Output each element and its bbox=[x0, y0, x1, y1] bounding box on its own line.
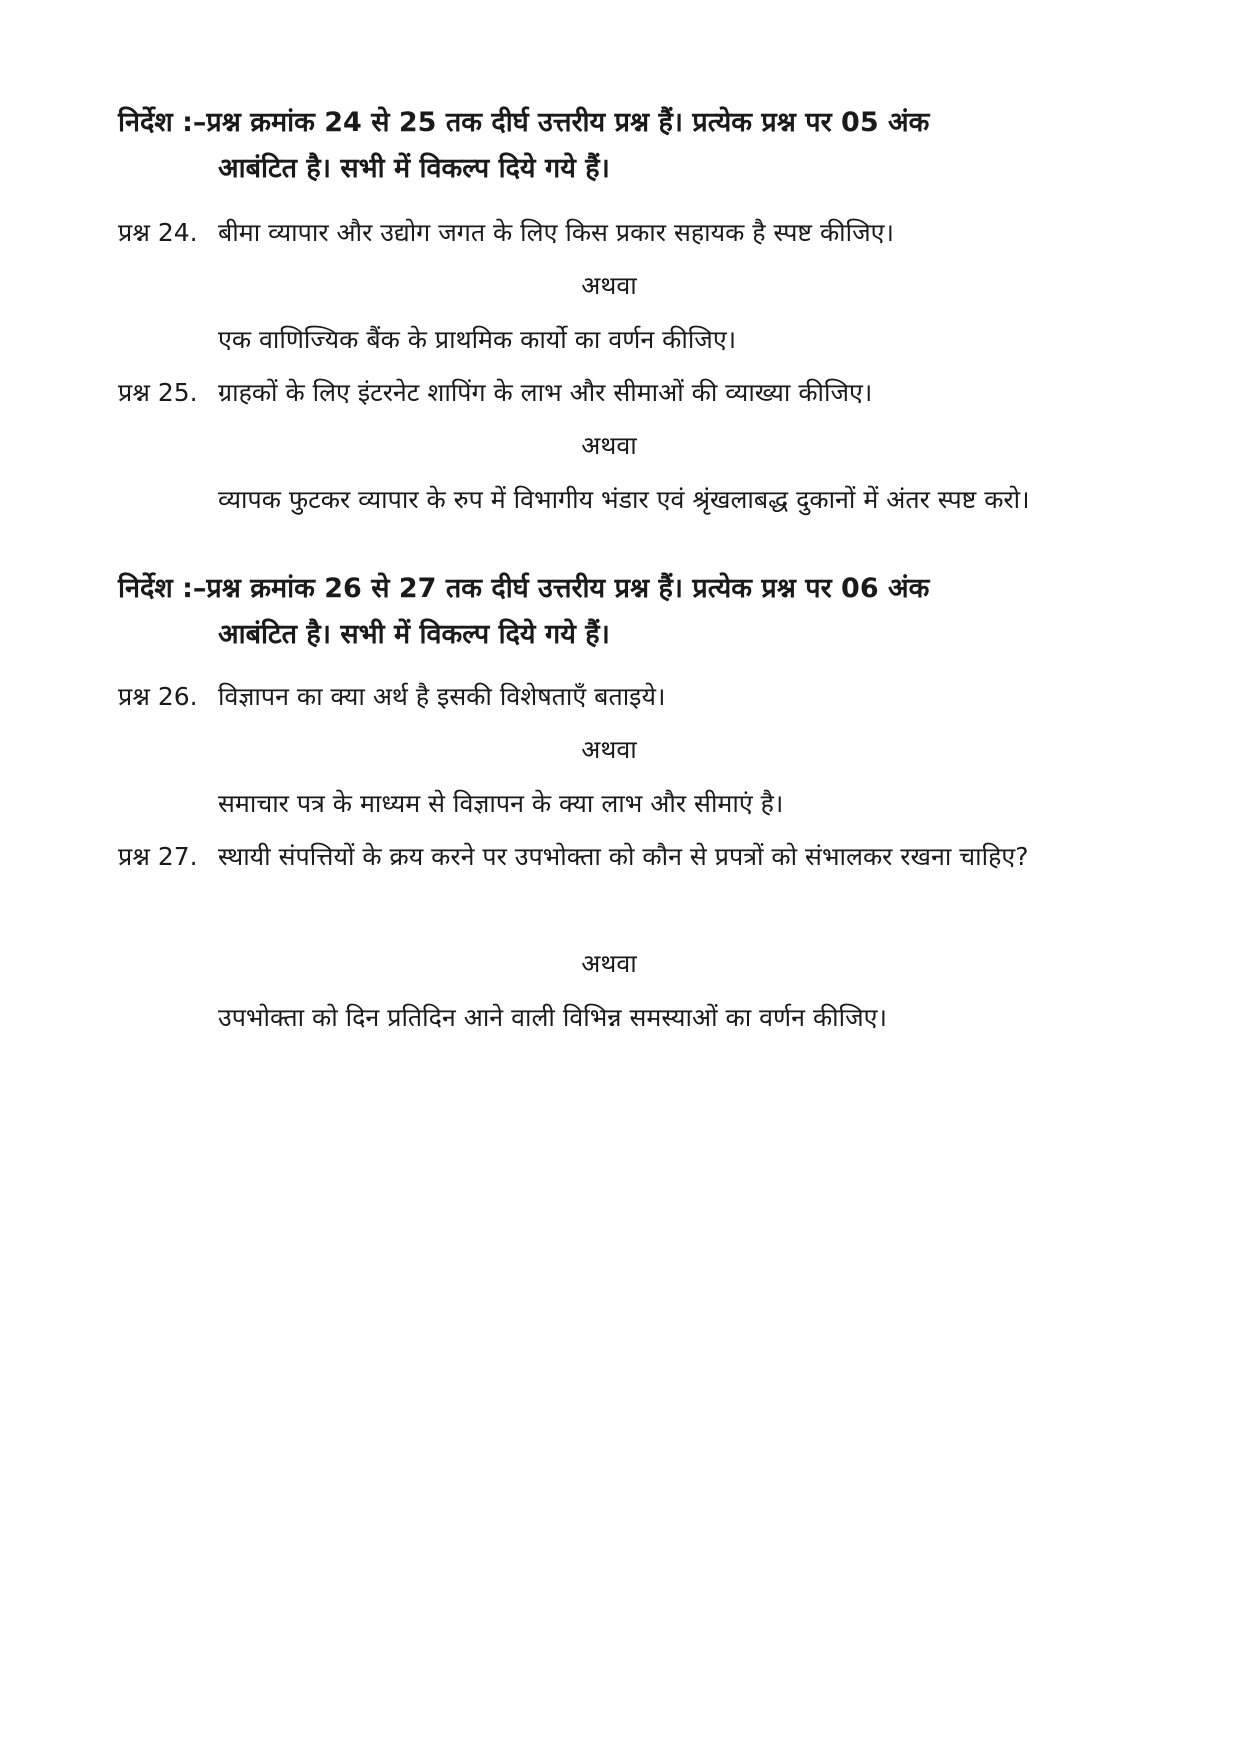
instruction-section-2 bbox=[118, 566, 1100, 658]
or-label-25: अथवा bbox=[581, 431, 637, 460]
alternative-question-25: व्यापक फुटकर व्यापार के रुप में विभागीय भंडार एवं श्रृंखलाबद्ध दुकानों में अंतर स्पष्ट करो। bbox=[218, 485, 1030, 514]
question-24 bbox=[118, 206, 1100, 260]
instruction-head: निर्देश :–प्रश्न क्रमांक 26 से 27 तक दीर्घ उत्तरीय प्रश्न हैं। प्रत्येक प्रश्न पर 06 अंक bbox=[118, 573, 930, 604]
instruction-head: निर्देश :–प्रश्न क्रमांक 24 से 25 तक दीर्घ उत्तरीय प्रश्न हैं। प्रत्येक प्रश्न पर 05 अंक bbox=[118, 107, 930, 138]
question-label: प्रश्न 25. bbox=[118, 378, 198, 407]
instruction-section-1 bbox=[118, 100, 1100, 192]
question-text: ग्राहकों के लिए इंटरनेट शापिंग के लाभ और सीमाओं की व्याख्या कीजिए। bbox=[218, 378, 873, 407]
or-label-27: अथवा bbox=[581, 949, 637, 978]
instruction-continuation: आबंटित है। सभी में विकल्प दिये गये हैं। bbox=[218, 619, 610, 650]
question-text: स्थायी संपत्तियों के क्रय करने पर उपभोक्ता को कौन से प्रपत्रों को संभालकर रखना चाहिए? bbox=[218, 842, 1029, 871]
or-label-24: अथवा bbox=[581, 271, 637, 300]
alternative-question-24: एक वाणिज्यिक बैंक के प्राथमिक कार्यो का वर्णन कीजिए। bbox=[218, 325, 737, 354]
alternative-question-26: समाचार पत्र के माध्यम से विज्ञापन के क्या लाभ और सीमाएं है। bbox=[218, 789, 784, 818]
question-26 bbox=[118, 670, 1100, 724]
or-label-26: अथवा bbox=[581, 735, 637, 764]
instruction-continuation: आबंटित है। सभी में विकल्प दिये गये हैं। bbox=[218, 153, 610, 184]
question-text: बीमा व्यापार और उद्योग जगत के लिए किस प्रकार सहायक है स्पष्ट कीजिए। bbox=[218, 218, 894, 247]
question-text: विज्ञापन का क्या अर्थ है इसकी विशेषताएँ बताइये। bbox=[218, 682, 666, 711]
alternative-question-27: उपभोक्ता को दिन प्रतिदिन आने वाली विभिन्न समस्याओं का वर्णन कीजिए। bbox=[218, 1003, 887, 1032]
question-label: प्रश्न 26. bbox=[118, 682, 198, 711]
question-27 bbox=[118, 830, 1100, 884]
question-25 bbox=[118, 366, 1100, 420]
question-label: प्रश्न 24. bbox=[118, 218, 198, 247]
question-label: प्रश्न 27. bbox=[118, 842, 198, 871]
